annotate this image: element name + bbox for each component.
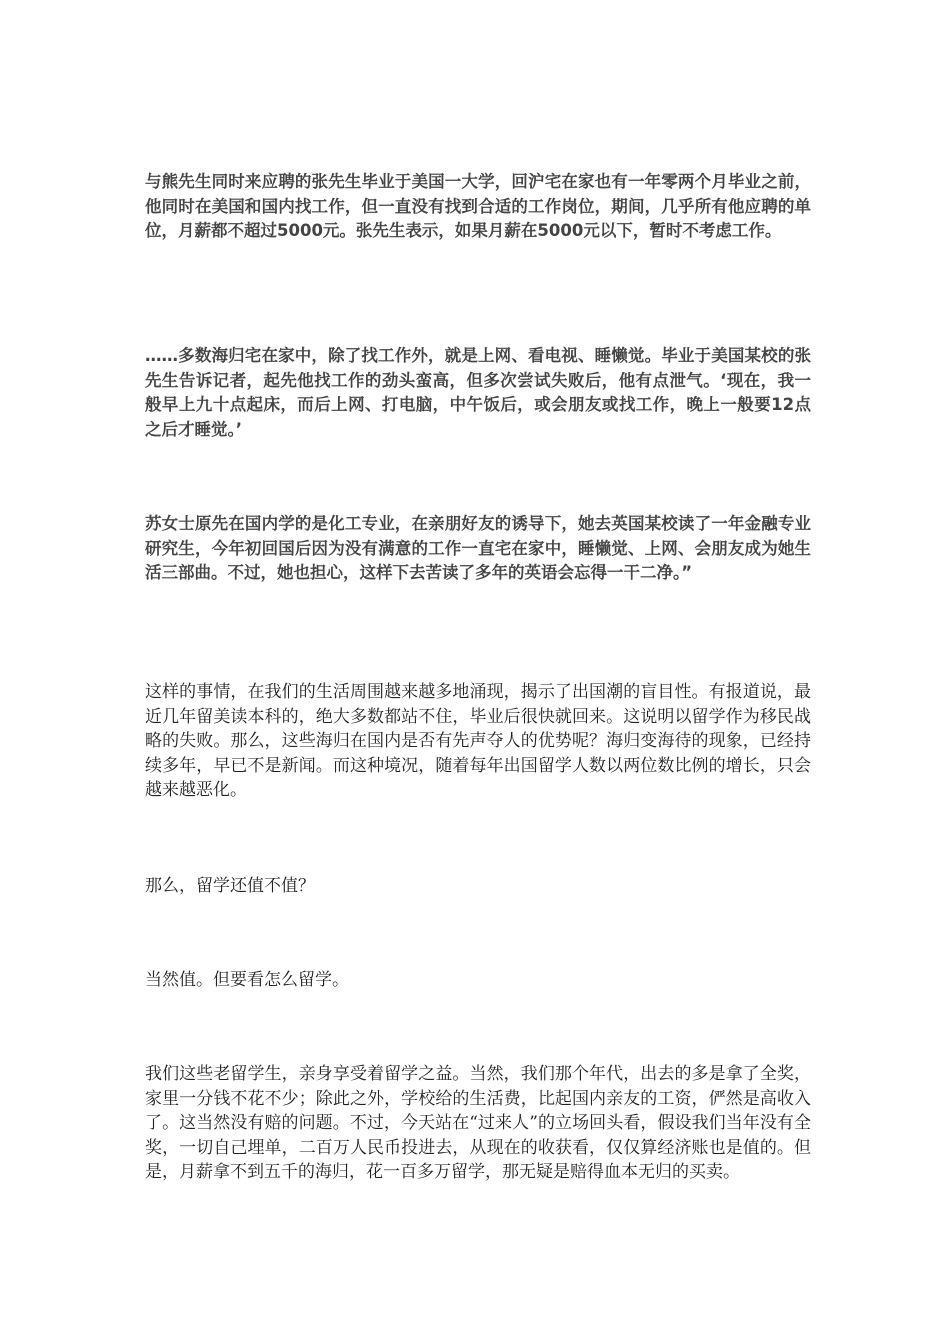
paragraph-4: 这样的事情，在我们的生活周围越来越多地涌现，揭示了出国潮的盲目性。有报道说，最近几年留美读本科的，绝大多数都站不住，毕业后很快就回来。这说明以留学作为移民战略的失败。那么，这些海归在国内是否有先声夺人的优势呢？海归变海待的现象，已经持续多年，早已不是新闻。而这种境况，随着每年出国留学人数以两位数比例的增长，只会越来越恶化。 [145, 682, 811, 800]
paragraph-6: 当然值。但要看怎么留学。 [145, 970, 349, 990]
paragraph-1: 与熊先生同时来应聘的张先生毕业于美国一大学，回沪宅在家也有一年零两个月毕业之前，他同时在美国和国内找工作，但一直没有找到合适的工作岗位，期间，几乎所有他应聘的单位，月薪都不超过5000元。张先生表示，如果月薪在5000元以下，暂时不考虑工作。 [145, 172, 811, 240]
paragraph-3: 苏女士原先在国内学的是化工专业，在亲朋好友的诱导下，她去英国某校读了一年金融专业研究生，今年初回国后因为没有满意的工作一直宅在家中，睡懒觉、上网、会朋友成为她生活三部曲。不过，她也担心，这样下去苦读了多年的英语会忘得一干二净。” [145, 514, 811, 582]
paragraph-7: 我们这些老留学生，亲身享受着留学之益。当然，我们那个年代，出去的多是拿了全奖，家里一分钱不花不少；除此之外，学校给的生活费，比起国内亲友的工资，俨然是高收入了。这当然没有赔的问题。不过，今天站在“过来人”的立场回头看，假设我们当年没有全奖，一切自己埋单，二百万人民币投进去，从现在的收获看，仅仅算经济账也是值的。但是，月薪拿不到五千的海归，花一百多万留学，那无疑是赔得血本无归的买卖。 [145, 1064, 811, 1182]
paragraph-5: 那么，留学还值不值？ [145, 876, 315, 896]
paragraph-2: ……多数海归宅在家中，除了找工作外，就是上网、看电视、睡懒觉。毕业于美国某校的张先生告诉记者，起先他找工作的劲头蛮高，但多次尝试失败后，他有点泄气。‘现在，我一般早上九十点起床，而后上网、打电脑，中午饭后，或会朋友或找工作，晚上一般要12点之后才睡觉。’ [145, 346, 811, 439]
